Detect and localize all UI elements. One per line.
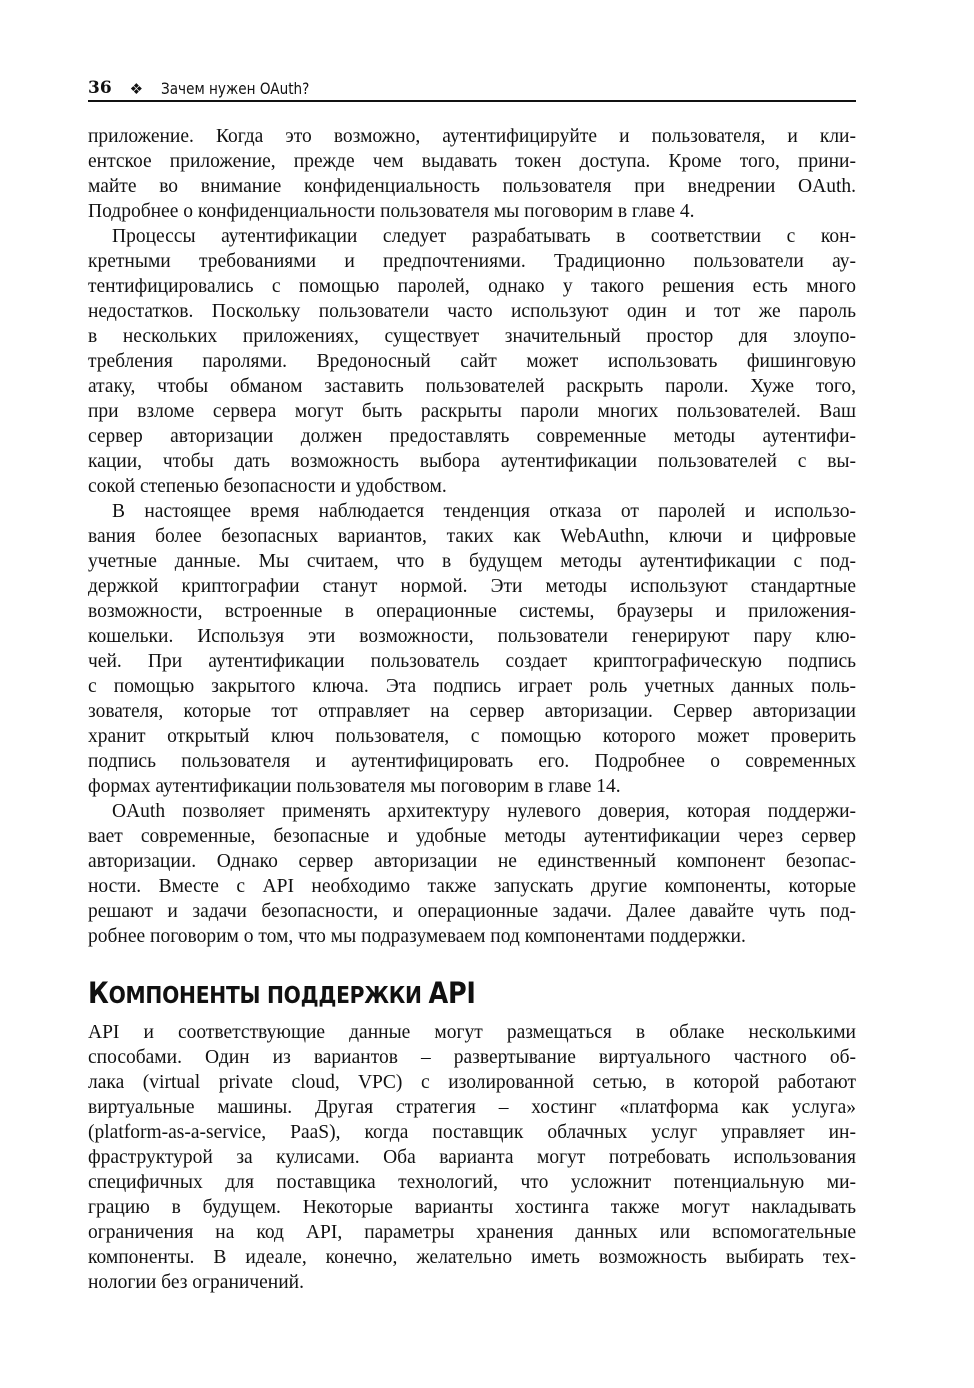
text-line: хранит открытый ключ пользователя, с помощью которого может проверить <box>88 726 856 747</box>
text-line: кации, чтобы дать возможность выбора аутентификации пользователей с вы- <box>88 451 856 472</box>
text-line: недостатков. Поскольку пользователи часто используют один и тот же пароль <box>88 301 856 322</box>
text-line: Процессы аутентификации следует разрабатывать в соответствии с кон- <box>112 226 856 247</box>
running-header <box>88 76 856 102</box>
text-line: специфичных для поставщика технологий, что усложнит потенциальную ми- <box>88 1172 856 1193</box>
paragraph <box>88 124 856 224</box>
text-line: ентское приложение, прежде чем выдавать токен доступа. Кроме того, прини- <box>88 151 856 172</box>
text-line: атаку, чтобы обманом заставить пользователей раскрыть пароли. Хуже того, <box>88 376 856 397</box>
text-line: чей. При аутентификации пользователь создает криптографическую подпись <box>88 651 856 672</box>
text-line: нологии без ограничений. <box>88 1272 304 1293</box>
text-line: фраструктурой за кулисами. Оба варианта могут потребовать использования <box>88 1147 856 1168</box>
text-line: подпись пользователя и аутентифицировать его. Подробнее о современных <box>88 751 856 772</box>
text-line: решают и задачи безопасности, и операционные задачи. Далее давайте чуть под- <box>88 901 856 922</box>
text-line: виртуальные машины. Другая стратегия – хостинг «платформа как услуга» <box>88 1097 856 1118</box>
text-line: майте во внимание конфиденциальность пользователя при внедрении OAuth. <box>88 176 856 197</box>
text-line: вания более безопасных вариантов, таких как WebAuthn, ключи и цифровые <box>88 526 856 547</box>
heading-smallcaps: ОМПОНЕНТЫ ПОДДЕРЖКИ <box>108 983 429 1009</box>
section-body-1 <box>88 124 856 949</box>
text-line: API и соответствующие данные могут размещаться в облаке несколькими <box>88 1022 856 1043</box>
text-line: робнее поговорим о том, что мы подразумеваем под компонентами поддержки. <box>88 926 746 947</box>
text-line: в нескольких приложениях, существует значительный простор для злоупо- <box>88 326 856 347</box>
text-line: кретными требованиями и предпочтениями. Традиционно пользователи ау- <box>88 251 856 272</box>
running-title: Зачем нужен OAuth? <box>161 79 310 98</box>
text-line: лака (virtual private cloud, VPC) с изолированной сетью, в которой работают <box>88 1072 856 1093</box>
paragraph <box>88 499 856 799</box>
page-number: 36 <box>88 78 112 98</box>
text-line: вает современные, безопасные и удобные методы аутентификации через сервер <box>88 826 856 847</box>
text-line: при взломе сервера могут быть раскрыты пароли многих пользователей. Ваш <box>88 401 856 422</box>
text-line: OAuth позволяет применять архитектуру нулевого доверия, которая поддержи- <box>112 801 856 822</box>
text-line: Подробнее о конфиденциальности пользователя мы поговорим в главе 4. <box>88 201 695 222</box>
text-line: сервер авторизации должен предоставлять современные методы аутентифи- <box>88 426 856 447</box>
text-line: компоненты. В идеале, конечно, желательно иметь возможность выбирать тех- <box>88 1247 856 1268</box>
text-line: приложение. Когда это возможно, аутентифицируйте и пользователя, и кли- <box>88 126 856 147</box>
text-line: авторизации. Однако сервер авторизации не единственный компонент безопас- <box>88 851 856 872</box>
section-body-2 <box>88 1020 856 1295</box>
paragraph <box>88 224 856 499</box>
text-line: зователя, которые тот отправляет на сервер авторизации. Сервер авторизации <box>88 701 856 722</box>
section-heading <box>88 976 476 1010</box>
text-line: В настоящее время наблюдается тенденция отказа от паролей и использо- <box>112 501 856 522</box>
paragraph <box>88 799 856 949</box>
paragraph <box>88 1020 856 1295</box>
text-line: формах аутентификации пользователя мы поговорим в главе 14. <box>88 776 621 797</box>
text-line: способами. Один из вариантов – развертывание виртуального частного об- <box>88 1047 856 1068</box>
text-line: (platform-as-a-service, PaaS), когда поставщик облачных услуг управляет ин- <box>88 1122 856 1143</box>
ornament-icon: ❖ <box>129 80 144 98</box>
text-line: сокой степенью безопасности и удобством. <box>88 476 447 497</box>
text-line: учетные данные. Мы считаем, что в будущем методы аутентификации с под- <box>88 551 856 572</box>
text-line: кошельки. Используя эти возможности, пользователи генерируют пару клю- <box>88 626 856 647</box>
text-line: возможности, встроенные в операционные системы, браузеры и приложения- <box>88 601 856 622</box>
text-line: держкой криптографии станут нормой. Эти методы используют стандартные <box>88 576 856 597</box>
text-line: ности. Вместе с API необходимо также запускать другие компоненты, которые <box>88 876 856 897</box>
text-line: ограничения на код API, параметры хранения данных или вспомогательные <box>88 1222 856 1243</box>
text-line: требления паролями. Вредоносный сайт может использовать фишинговую <box>88 351 856 372</box>
heading-api: API <box>428 976 476 1010</box>
text-line: тентифицировались с помощью паролей, однако у такого решения есть много <box>88 276 856 297</box>
text-line: грацию в будущем. Некоторые варианты хостинга также могут накладывать <box>88 1197 856 1218</box>
text-line: с помощью закрытого ключа. Эта подпись играет роль учетных данных поль- <box>88 676 856 697</box>
heading-initial: К <box>88 976 109 1010</box>
